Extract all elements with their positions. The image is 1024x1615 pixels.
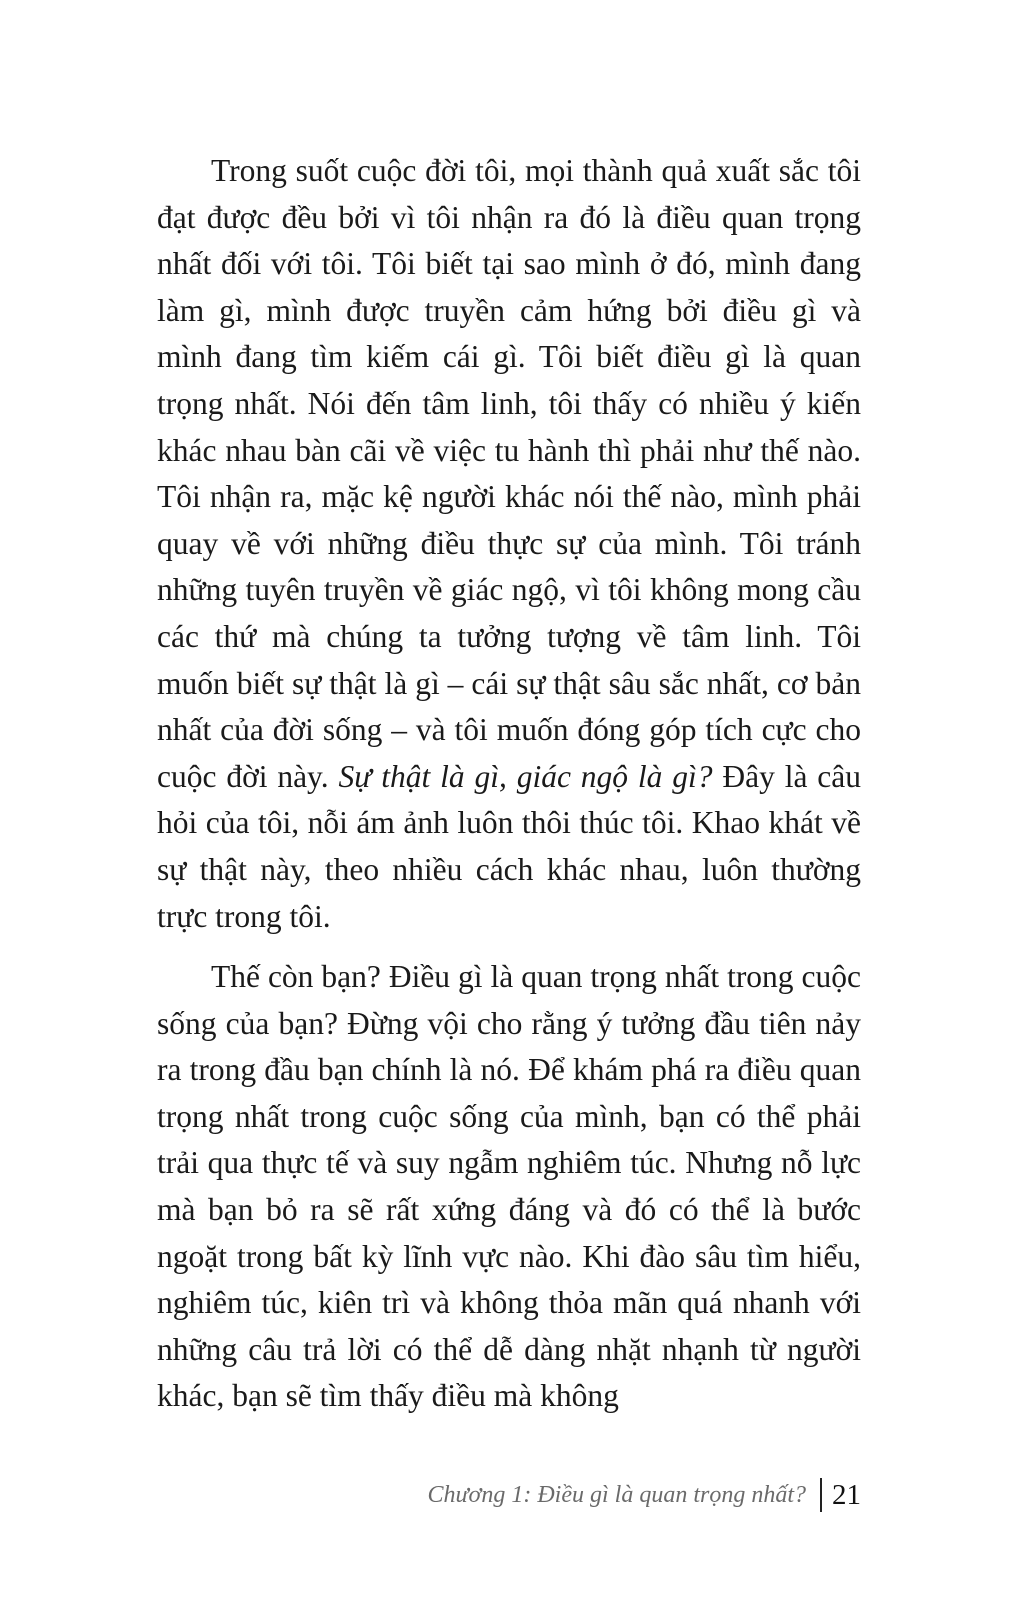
page-footer: [427, 1478, 861, 1512]
paragraph-1: [157, 148, 861, 940]
paragraph-1-text: Trong suốt cuộc đời tôi, mọi thành quả xuất sắc tôi đạt được đều bởi vì tôi nhận ra đó là điều quan trọng nhất đối với tôi. Tôi biết tại sao mình ở đó, mình đang làm gì, mình được truyền cảm hứng bởi điều gì và mình đang tìm kiếm cái gì. Tôi biết điều gì là quan trọng nhất. Nói đến tâm linh, tôi thấy có nhiều ý kiến khác nhau bàn cãi về việc tu hành thì phải như thế nào. Tôi nhận ra, mặc kệ người khác nói thế nào, mình phải quay về với những điều thực sự của mình. Tôi tránh những tuyên truyền về giác ngộ, vì tôi không mong cầu các thứ mà chúng ta tưởng tượng về tâm linh. Tôi muốn biết sự thật là gì – cái sự thật sâu sắc nhất, cơ bản nhất của đời sống – và tôi muốn đóng góp tích cực cho cuộc đời này.: [157, 153, 861, 794]
footer-divider: [820, 1478, 822, 1512]
body-text: [157, 148, 861, 1434]
page-number: 21: [832, 1478, 861, 1511]
paragraph-1-text-end: Đây là câu hỏi của tôi, nỗi ám ảnh luôn thôi thúc tôi. Khao khát về sự thật này, theo nhiều cách khác nhau, luôn thường trực trong tôi.: [157, 758, 861, 934]
paragraph-1-italic: Sự thật là gì, giác ngộ là gì?: [338, 758, 713, 794]
paragraph-2: Thế còn bạn? Điều gì là quan trọng nhất trong cuộc sống của bạn? Đừng vội cho rằng ý tưởng đầu tiên nảy ra trong đầu bạn chính là nó. Để khám phá ra điều quan trọng nhất trong cuộc sống của mình, bạn có thể phải trải qua thực tế và suy ngẫm nghiêm túc. Nhưng nỗ lực mà bạn bỏ ra sẽ rất xứng đáng và đó có thể là bước ngoặt trong bất kỳ lĩnh vực nào. Khi đào sâu tìm hiểu, nghiêm túc, kiên trì và không thỏa mãn quá nhanh với những câu trả lời có thể dễ dàng nhặt nhạnh từ người khác, bạn sẽ tìm thấy điều mà không: [157, 959, 861, 1414]
running-chapter-title: Chương 1: Điều gì là quan trọng nhất?: [427, 1481, 806, 1508]
